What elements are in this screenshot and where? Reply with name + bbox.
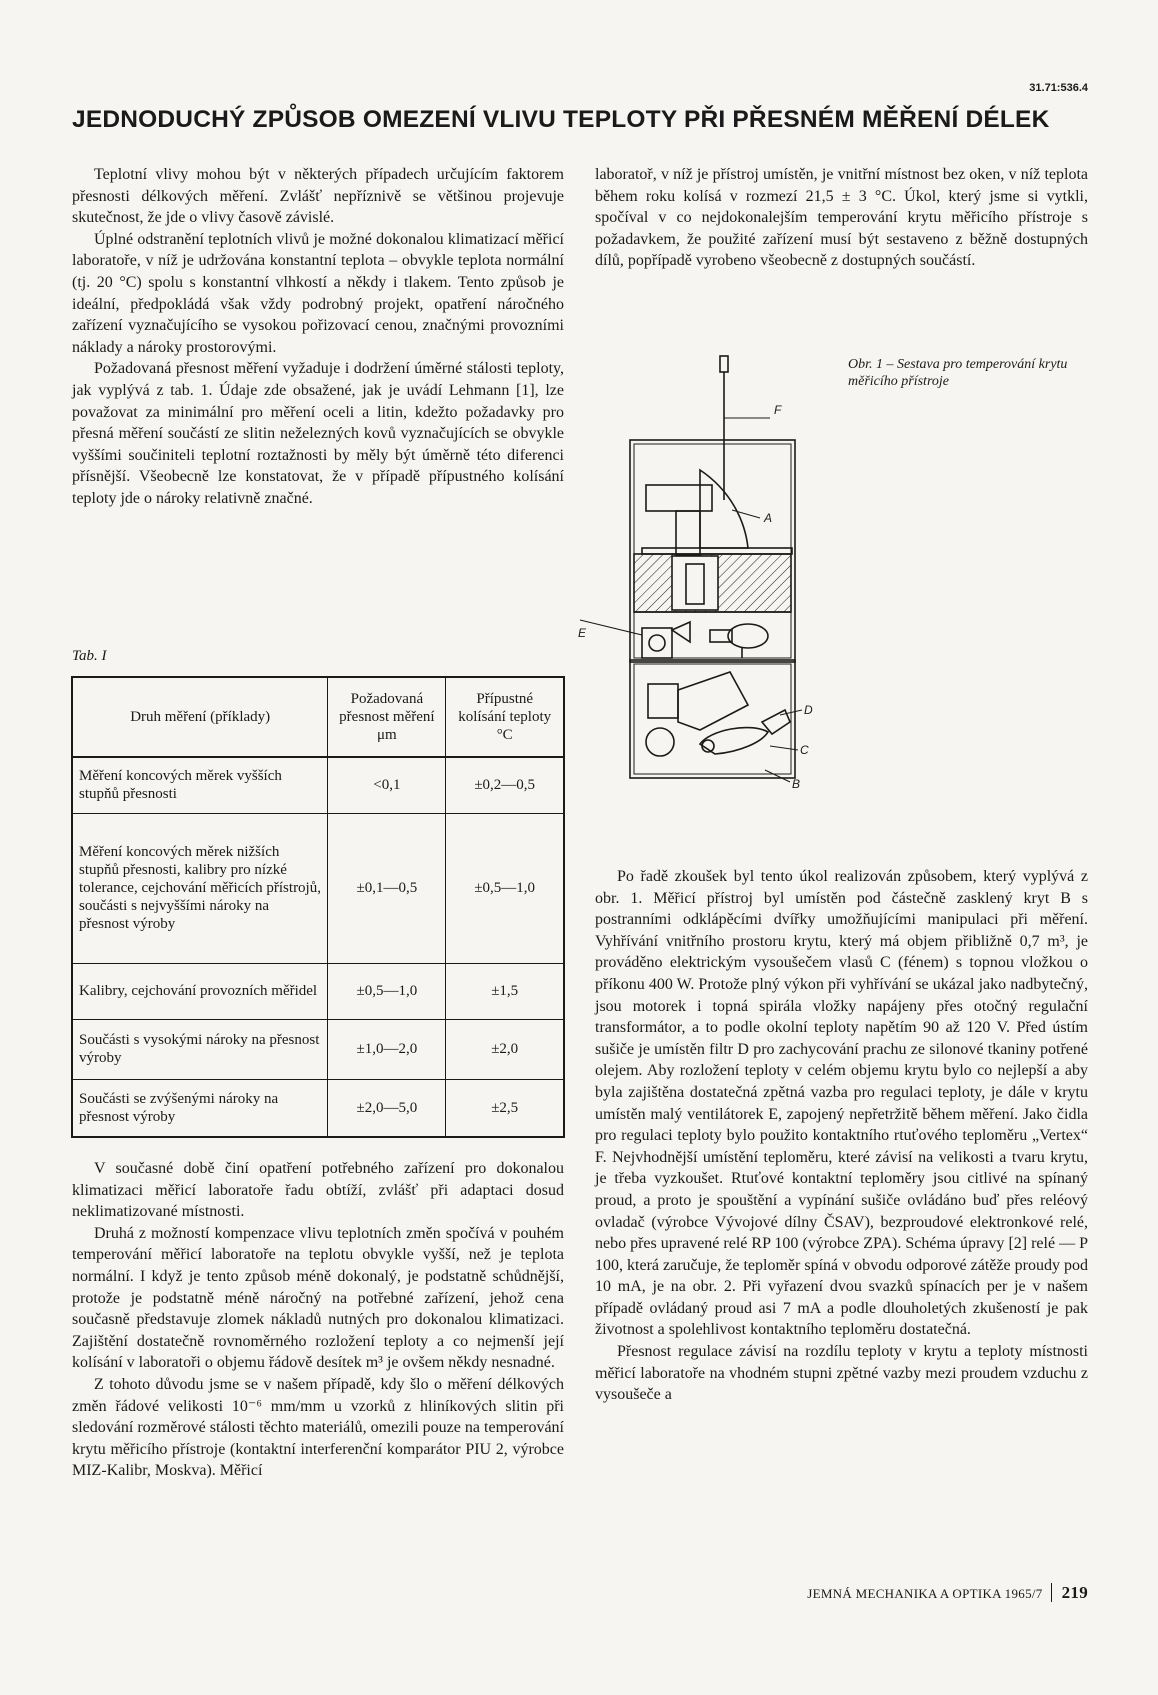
table-row — [72, 757, 564, 813]
paragraph: Druhá z možností kompenzace vlivu teplotních změn spočívá v pouhém temperování měřicí laboratoře na teplotu obvykle vyšší, než je teplota normální. I když je tento způsob méně dokonalý, je podstatně schůdnější, protože je podstatně méně náročný na potřebné zařízení, jehož cena současně představuje zlomek nákladů nutných pro dokonalou klimatizaci. Zajištění dostatečně rovnoměrného rozložení teploty a co nejmenší její kolísání v laboratoři o objemu řádově desítek m³ je ovšem někdy nesnadné. — [72, 1224, 564, 1372]
table-cell: ±2,5 — [446, 1079, 564, 1137]
thermometer-head — [720, 356, 728, 372]
label-b: B — [792, 777, 801, 791]
table-cell: Součásti s vysokými nároky na přesnost výroby — [72, 1019, 328, 1079]
label-e: E — [578, 626, 587, 640]
paragraph: Teplotní vlivy mohou být v některých případech určujícím faktorem přesnosti délkových měření. Zvlášť nepříznivě se většinou projevuje skutečnost, že jde o vlivy časově závislé. — [72, 166, 564, 227]
figure-caption: Obr. 1 – Sestava pro temperování krytu měřicího přístroje — [848, 357, 1068, 389]
table-header: Druh měření (příklady) — [72, 677, 328, 757]
left-column-top — [72, 164, 564, 510]
udc-code: 31.71:536.4 — [1029, 82, 1088, 94]
paragraph: Přesnost regulace závisí na rozdílu teploty v krytu a teploty místnosti měřicí laboratoře na vhodném stupni zpětné vazby mezi proudem vzduchu z vysoušeče a — [595, 1343, 1088, 1404]
left-column-bottom — [72, 1158, 564, 1482]
table-cell: Kalibry, cejchování provozních měřidel — [72, 963, 328, 1019]
table-cell: <0,1 — [328, 757, 446, 813]
paragraph: Úplné odstranění teplotních vlivů je možné dokonalou klimatizací měřicí laboratoře, v níž je udržována konstantní teplota – obvykle teplota normální (tj. 20 °C) spolu s konstantní vlhkostí a někdy i tlakem. Tento způsob je ideální, předpokládá však vždy podrobný projekt, opatření náročného zařízení vyznačujícího se vysokou pořizovací cenou, značnými provozními náklady a nároky prostorovými. — [72, 230, 564, 356]
table-cell: ±0,5—1,0 — [446, 813, 564, 963]
paragraph: V současné době činí opatření potřebného zařízení pro dokonalou klimatizaci měřicí laboratoře řadu obtíží, zvlášť při adaptaci dosud neklimatizované místnosti. — [72, 1160, 564, 1221]
figure-diagram — [580, 350, 840, 860]
fan-icon-top — [646, 728, 674, 756]
table-cell: ±1,0—2,0 — [328, 1019, 446, 1079]
table-header-row — [72, 677, 564, 757]
table-cell: ±0,1—0,5 — [328, 813, 446, 963]
paragraph: Po řadě zkoušek byl tento úkol realizován způsobem, který vyplývá z obr. 1. Měřicí přístroj byl umístěn pod částečně zasklený kryt B s postranními odklápěcími dvířky umožňujícími manipulaci při měření. Vyhřívání vnitřního prostoru krytu, který má objem přibližně 0,7 m³, je prováděno elektrickým vysoušečem vlasů C (fénem) s topnou vložkou o příkonu 400 W. Protože plný výkon při vyhřívání se ukázal jako nadbytečný, jsou motorek i topná spirála vložky napájeny přes otočný regulační transformátor, a to podle okolní teploty napětím 90 až 120 V. Před ústím sušiče je umístěn filtr D pro zachycování prachu ze silonové tkaniny potřené olejem. Aby rozložení teploty v celém objemu krytu bylo co nejlepší a aby byla zajištěna dostatečná zpětná vazba pro regulaci teploty, je dále v krytu umístěn malý ventilátorek E, zapojený nepřetržitě během měření. Jako čidla pro regulaci teploty bylo použito kontaktního rtuťového teploměru „Vertex“ F. Nejvhodnější umístění teploměru, které závisí na velikosti a tvaru krytu, je třeba vyzkoušet. Rtuťové kontaktní teploměry jsou citlivé na spínaný proud, a proto je spouštění a vypínání sušiče ovládáno buď přes reléový ovladač (výrobce Vývojové dílny ČSAV), bezproudové elektronkové relé, nebo přes upravené relé RP 100 (výrobce ZPA). Schéma úpravy [2] relé — P 100, která zaručuje, že teploměr spíná v obvodu odporové zátěže proudy pod 10 mA, je na obr. 2. Při vyřazení dvou svazků spínacích per je v našem případě ovládaný proud asi 7 mA a podle dlouholetých zkušeností je pak životnost a spolehlivost kontaktního teploměru dostatečná. — [595, 868, 1088, 1339]
page-number: 219 — [1051, 1583, 1088, 1602]
table-header: Požadovaná přesnost měření μm — [328, 677, 446, 757]
article-title: JEDNODUCHÝ ZPŮSOB OMEZENÍ VLIVU TEPLOTY PŘI PŘESNÉM MĚŘENÍ DÉLEK — [72, 106, 1050, 133]
dryer-icon — [728, 624, 768, 648]
table-header: Přípustné kolísání teploty °C — [446, 677, 564, 757]
table-cell: ±2,0—5,0 — [328, 1079, 446, 1137]
table-cell: Součásti se zvýšenými nároky na přesnost výroby — [72, 1079, 328, 1137]
table-row — [72, 813, 564, 963]
table-cell: ±0,2—0,5 — [446, 757, 564, 813]
label-d: D — [804, 703, 813, 717]
table-cell: ±2,0 — [446, 1019, 564, 1079]
label-c: C — [800, 743, 809, 757]
fan-icon — [649, 635, 665, 651]
right-column-bottom — [595, 866, 1088, 1406]
table-caption: Tab. I — [72, 648, 107, 664]
label-f: F — [774, 403, 782, 417]
table-cell: ±0,5—1,0 — [328, 963, 446, 1019]
fan-box — [642, 628, 672, 658]
page-footer — [807, 1583, 1088, 1603]
paragraph: laboratoř, v níž je přístroj umístěn, je vnitřní místnost bez oken, v níž teplota během roku kolísá v rozmezí 21,5 ± 3 °C. Úkol, který jsme si vytkli, spočíval v co nejdokonalejším temperování krytu měřicího přístroje s požadavkem, že použité zařízení musí být sestaveno z běžně dostupných dílů, popřípadě vyrobeno všeobecně z dostupných součástí. — [595, 166, 1088, 270]
table-cell: Měření koncových měrek vyšších stupňů přesnosti — [72, 757, 328, 813]
table-row — [72, 1079, 564, 1137]
journal-name: JEMNÁ MECHANIKA A OPTIKA 1965/7 — [807, 1586, 1043, 1601]
right-column-top — [595, 164, 1088, 272]
paragraph: Požadovaná přesnost měření vyžaduje i dodržení úměrné stálosti teploty, jak vyplývá z tab. 1. Údaje zde obsažené, jak je uvádí Lehmann [1], lze považovat za minimální pro měření oceli a litin, kdežto požadavky pro přesná měření součástí ze slitin neželezných kovů vyznačujících se obvykle vyššími součiniteli teplotní roztažnosti by měly být úměrně této diferenci přísnější. Všeobecně lze konstatovat, že v případě přípustného kolísání teploty jde o nároky relativně značné. — [72, 360, 564, 507]
paragraph: Z tohoto důvodu jsme se v našem případě, kdy šlo o měření délkových změn řádové velikosti 10⁻⁶ mm/mm u vzorků z hliníkových slitin při sledování rozměrové stálosti těchto materiálů, omezili pouze na temperování krytu měřicího přístroje (kontaktní interferenční komparátor PIU 2, výrobce MIZ-Kalibr, Moskva). Měřicí — [72, 1375, 564, 1480]
table-cell: ±1,5 — [446, 963, 564, 1019]
label-a: A — [764, 511, 773, 525]
table-row — [72, 1019, 564, 1079]
temperature-table — [71, 676, 565, 1138]
table-cell: Měření koncových měrek nižších stupňů přesnosti, kalibry pro nízké tolerance, cejchování měřicích přístrojů, součásti s nejvyššími nároky na přesnost výroby — [72, 813, 328, 963]
table-row — [72, 963, 564, 1019]
